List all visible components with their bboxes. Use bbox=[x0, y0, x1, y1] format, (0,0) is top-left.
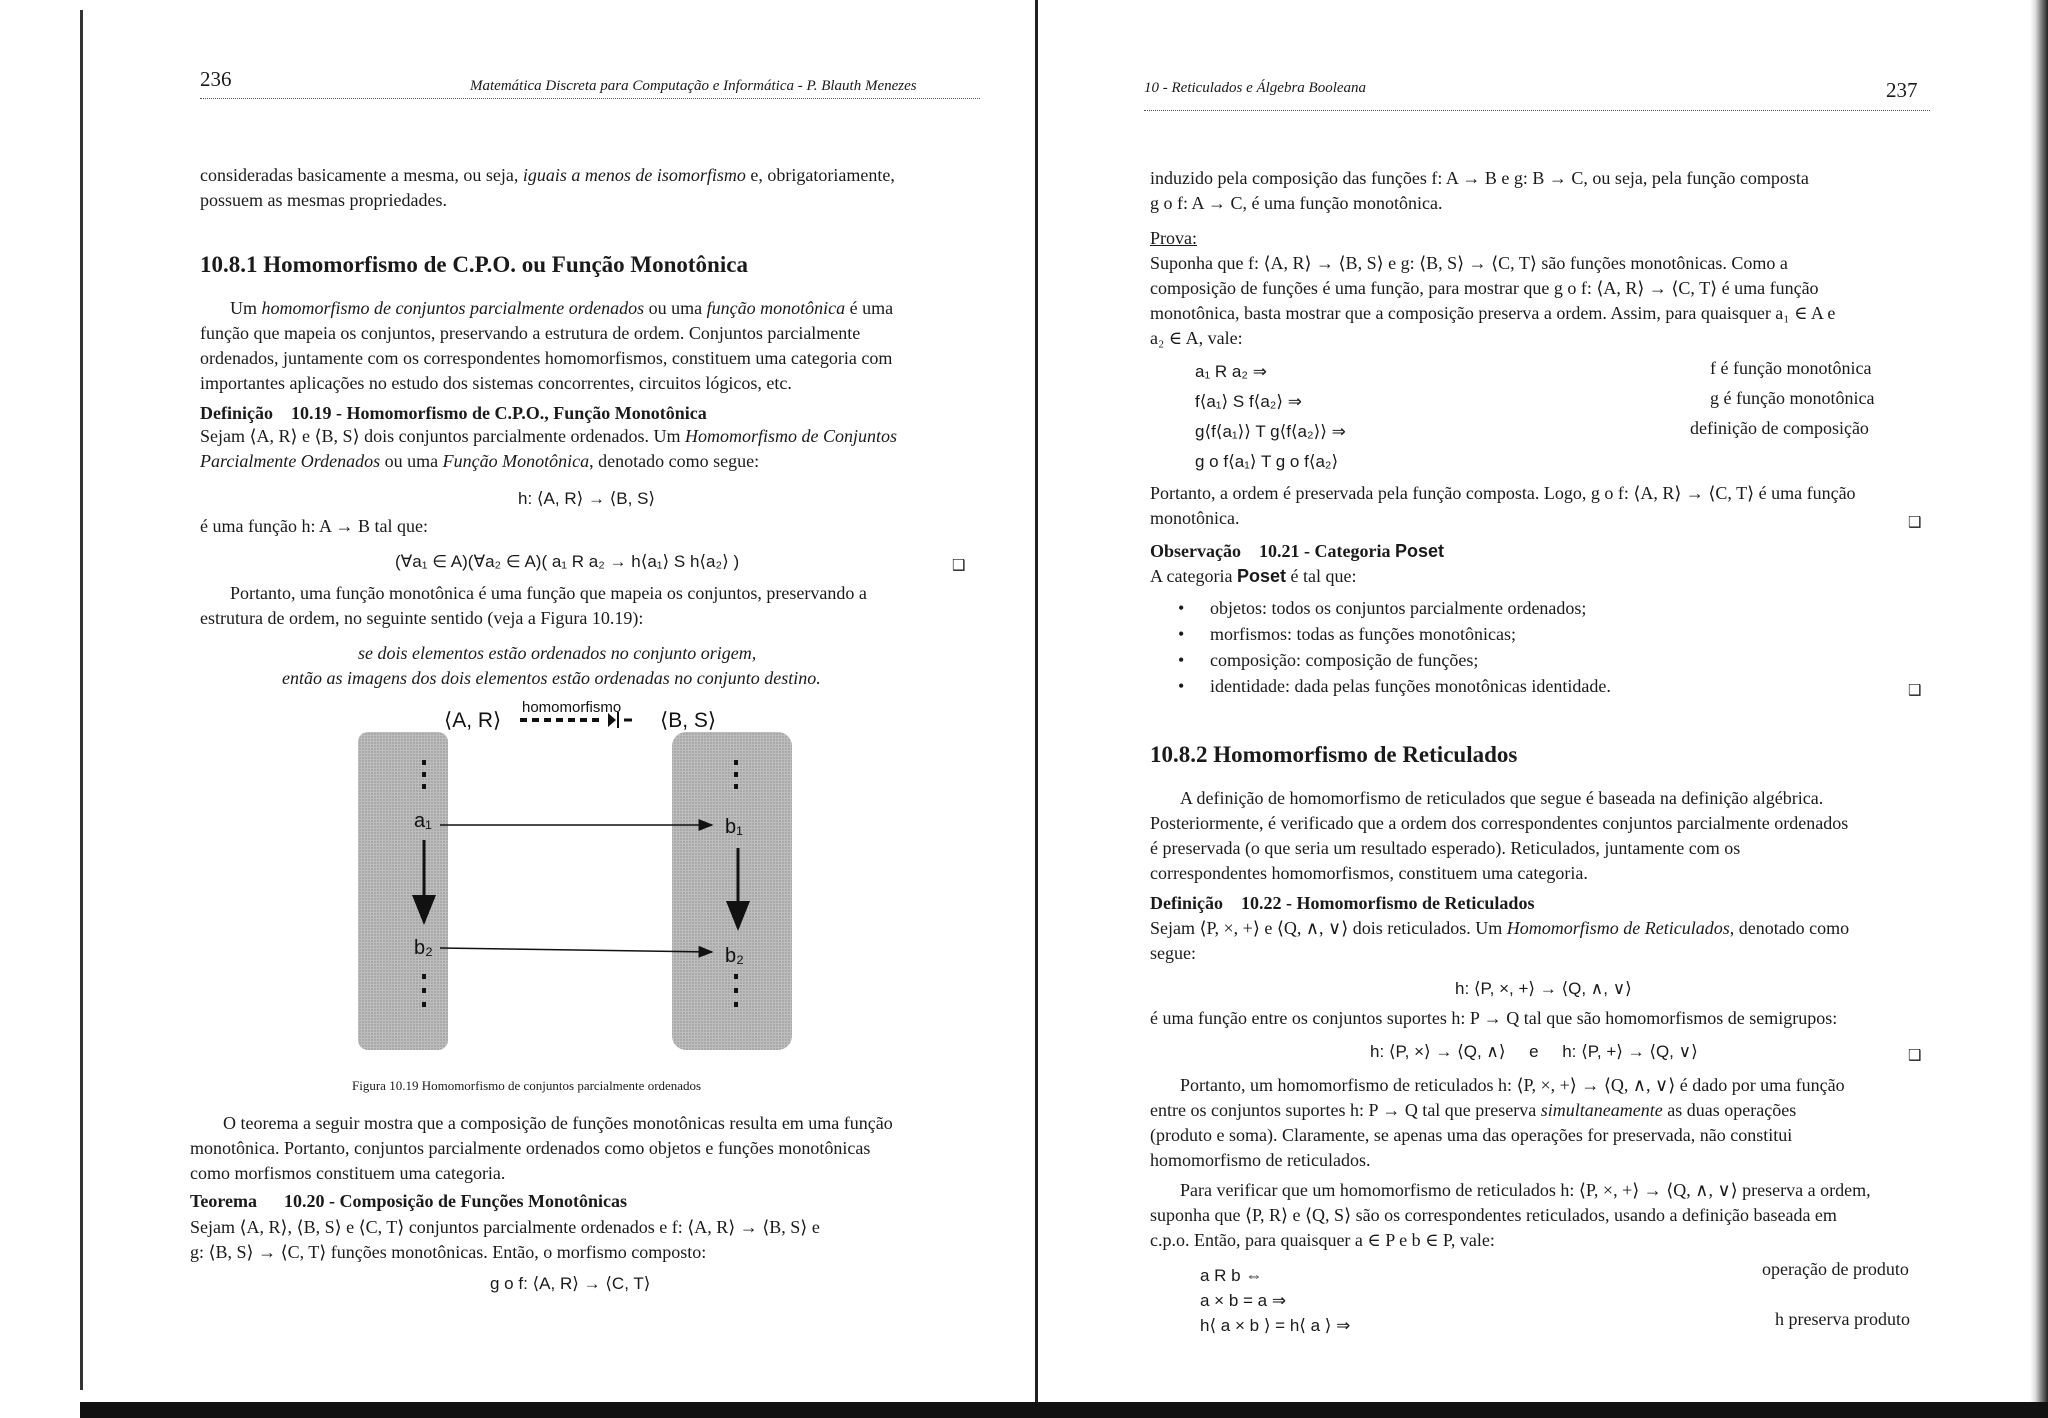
para1-line-1: Um homomorfismo de conjuntos parcialmente ordenados ou uma função monotônica é uma bbox=[230, 298, 894, 318]
figure-caption: Figura 10.19 Homomorfismo de conjuntos parcialmente ordenados bbox=[352, 1078, 702, 1093]
header-rule bbox=[200, 98, 980, 99]
cont-line-1: induzido pela composição das funções f: A → B e g: B → C, ou seja, pela função composta bbox=[1150, 168, 1809, 188]
source-set-region bbox=[358, 732, 448, 1050]
theorem-line-1: Sejam ⟨A, R⟩, ⟨B, S⟩ e ⟨C, T⟩ conjuntos parcialmente ordenados e f: ⟨A, R⟩ → ⟨B, S⟩ e bbox=[190, 1217, 820, 1237]
right-page bbox=[1050, 0, 2048, 1418]
proof-step-1: a₁ R a₂ ⇒ bbox=[1195, 362, 1267, 381]
para3-line-1: Para verificar que um homomorfismo de reticulados h: ⟨P, ×, +⟩ → ⟨Q, ∧, ∨⟩ preserva a ordem, bbox=[1180, 1180, 1871, 1200]
element-a1: a₁ bbox=[414, 810, 432, 832]
para2-line-2: estrutura de ordem, no seguinte sentido (veja a Figura 10.19): bbox=[200, 608, 644, 628]
observation-item-3: • composição: composição de funções; bbox=[1210, 647, 1478, 674]
page-number: 237 bbox=[1886, 78, 1918, 102]
para2-line-2: entre os conjuntos suportes h: P → Q tal que preserva simultaneamente as duas operações bbox=[1150, 1100, 1797, 1120]
para3-line-1: O teorema a seguir mostra que a composição de funções monotônicas resulta em uma função bbox=[223, 1113, 893, 1133]
para3-line-3: como morfismos constituem uma categoria. bbox=[190, 1163, 506, 1183]
para1-line-1: A definição de homomorfismo de reticulados que segue é baseada na definição algébrica. bbox=[1180, 788, 1824, 808]
proof-label: Prova: bbox=[1150, 228, 1197, 248]
definition-heading: Definição 10.19 - Homomorfismo de C.P.O., Função Monotônica bbox=[200, 403, 707, 423]
order-step-1: a R b ⇔ bbox=[1200, 1266, 1263, 1285]
para2-line-3: (produto e soma). Claramente, se apenas uma das operações for preservada, não constitui bbox=[1150, 1125, 1793, 1145]
def-line-2: Parcialmente Ordenados ou uma Função Monotônica, denotado como segue: bbox=[200, 451, 760, 471]
order-step-3: h⟨ a × b ⟩ = h⟨ a ⟩ ⇒ bbox=[1200, 1316, 1351, 1335]
def-line-1: Sejam ⟨P, ×, +⟩ e ⟨Q, ∧, ∨⟩ dois reticulados. Um Homomorfismo de Reticulados, denotado como bbox=[1150, 918, 1850, 938]
element-b1: b₁ bbox=[725, 816, 743, 838]
def-formula-2: (∀a₁ ∈ A)(∀a₂ ∈ A)( a₁ R a₂ → h⟨a₁⟩ S h⟨a₂⟩ ) bbox=[395, 552, 740, 571]
observation-intro: A categoria Poset é tal que: bbox=[1150, 566, 1357, 586]
running-title: 10 - Reticulados e Álgebra Booleana bbox=[1144, 80, 1367, 96]
def-line-2: segue: bbox=[1150, 943, 1196, 963]
end-of-observation-icon: ❑ bbox=[1908, 681, 1922, 699]
proof-line-3: monotônica, basta mostrar que a composição preserva a ordem. Assim, para quaisquer a₁ ∈ A e bbox=[1150, 303, 1836, 323]
proof-line-2: composição de funções é uma função, para mostrar que g o f: ⟨A, R⟩ → ⟨C, T⟩ é uma função bbox=[1150, 278, 1819, 298]
section-title: 10.8.2 Homomorfismo de Reticulados bbox=[1150, 742, 1518, 767]
header-rule bbox=[1144, 110, 1930, 111]
observation-item-1: • objetos: todos os conjuntos parcialmente ordenados; bbox=[1210, 595, 1586, 622]
end-of-definition-icon: ❑ bbox=[1908, 1046, 1922, 1064]
proof-reason-2: g é função monotônica bbox=[1710, 388, 1875, 408]
source-set-label: ⟨A, R⟩ bbox=[444, 709, 502, 732]
proof-step-2: f⟨a₁⟩ S f⟨a₂⟩ ⇒ bbox=[1195, 392, 1302, 411]
cont-line-2: g o f: A → C, é uma função monotônica. bbox=[1150, 193, 1443, 213]
def-formula-1: h: ⟨A, R⟩ → ⟨B, S⟩ bbox=[518, 489, 656, 508]
definition-heading: Definição 10.22 - Homomorfismo de Reticulados bbox=[1150, 893, 1535, 913]
proof-end-line-2: monotônica. bbox=[1150, 508, 1240, 528]
observation-heading: Observação 10.21 - Categoria Poset bbox=[1150, 541, 1444, 561]
target-set-label: ⟨B, S⟩ bbox=[660, 709, 717, 732]
para3-line-2: suponha que ⟨P, R⟩ e ⟨Q, S⟩ são os correspondentes reticulados, usando a definição baseada em bbox=[1150, 1205, 1837, 1225]
order-reason-1: operação de produto bbox=[1762, 1259, 1909, 1279]
para1-line-2: Posteriormente, é verificado que a ordem dos correspondentes conjuntos parcialmente ordenados bbox=[1150, 813, 1849, 833]
para1-line-3: ordenados, juntamente com os correspondentes homomorfismos, constituem uma categoria com bbox=[200, 348, 893, 368]
book-gutter bbox=[1035, 0, 1038, 1418]
target-set-region bbox=[672, 732, 792, 1050]
quote-line-1: se dois elementos estão ordenados no conjunto origem, bbox=[358, 643, 757, 663]
left-page bbox=[0, 0, 1020, 1418]
para1-line-4: correspondentes homomorfismos, constituem uma categoria. bbox=[1150, 863, 1588, 883]
para2-line-4: homomorfismo de reticulados. bbox=[1150, 1150, 1371, 1170]
section-title: 10.8.1 Homomorfismo de C.P.O. ou Função Monotônica bbox=[200, 252, 748, 277]
observation-item-4: • identidade: dada pelas funções monotônicas identidade. bbox=[1210, 673, 1611, 700]
end-of-definition-icon: ❑ bbox=[952, 556, 966, 574]
theorem-line-2: g: ⟨B, S⟩ → ⟨C, T⟩ funções monotônicas. Então, o morfismo composto: bbox=[190, 1242, 707, 1262]
running-title: Matemática Discreta para Computação e Informática - P. Blauth Menezes bbox=[470, 78, 917, 94]
observation-item-2: • morfismos: todas as funções monotônicas; bbox=[1210, 621, 1516, 648]
order-step-2: a × b = a ⇒ bbox=[1200, 1291, 1287, 1310]
proof-reason-3: definição de composição bbox=[1690, 418, 1869, 438]
para2-line-1: Portanto, um homomorfismo de reticulados h: ⟨P, ×, +⟩ → ⟨Q, ∧, ∨⟩ é dado por uma função bbox=[1180, 1075, 1845, 1095]
monotonic-function-figure bbox=[350, 700, 820, 1060]
page-number: 236 bbox=[200, 67, 232, 91]
end-of-proof-icon: ❑ bbox=[1908, 513, 1922, 531]
proof-end-line-1: Portanto, a ordem é preservada pela função composta. Logo, g o f: ⟨A, R⟩ → ⟨C, T⟩ é uma função bbox=[1150, 483, 1856, 503]
para3-line-2: monotônica. Portanto, conjuntos parcialmente ordenados como objetos e funções monotônicas bbox=[190, 1138, 871, 1158]
def-formula-2: h: ⟨P, ×⟩ → ⟨Q, ∧⟩ e h: ⟨P, +⟩ → ⟨Q, ∨⟩ bbox=[1370, 1042, 1698, 1061]
order-reason-3: h preserva produto bbox=[1775, 1309, 1910, 1329]
target-dots-bottom bbox=[734, 974, 738, 1007]
target-dots-top bbox=[734, 760, 738, 789]
proof-reason-1: f é função monotônica bbox=[1710, 358, 1872, 378]
para3-line-3: c.p.o. Então, para quaisquer a ∈ P e b ∈ P, vale: bbox=[1150, 1230, 1495, 1250]
homomorphism-label: homomorfismo bbox=[522, 700, 622, 716]
element-b2-source: b₂ bbox=[414, 937, 433, 959]
proof-line-4: a₂ ∈ A, vale: bbox=[1150, 328, 1243, 348]
para1-line-2: função que mapeia os conjuntos, preservando a estrutura de ordem. Conjuntos parcialmente bbox=[200, 323, 861, 343]
quote-line-2: então as imagens dos dois elementos estão ordenadas no conjunto destino. bbox=[282, 668, 821, 688]
theorem-formula: g o f: ⟨A, R⟩ → ⟨C, T⟩ bbox=[490, 1274, 651, 1293]
element-b2-target: b₂ bbox=[725, 945, 744, 967]
para1-line-3: é preservada (o que seria um resultado esperado). Reticulados, juntamente com os bbox=[1150, 838, 1741, 858]
source-dots-top bbox=[422, 760, 426, 789]
def-line-3: é uma função h: A → B tal que: bbox=[200, 516, 428, 536]
def-line-3: é uma função entre os conjuntos suportes h: P → Q tal que são homomorfismos de semigrupos: bbox=[1150, 1008, 1838, 1028]
para2-line-1: Portanto, uma função monotônica é uma função que mapeia os conjuntos, preservando a bbox=[230, 583, 867, 603]
theorem-heading: Teorema 10.20 - Composição de Funções Monotônicas bbox=[190, 1191, 627, 1211]
source-dots-bottom bbox=[422, 974, 426, 1007]
def-formula-1: h: ⟨P, ×, +⟩ → ⟨Q, ∧, ∨⟩ bbox=[1455, 979, 1632, 998]
proof-line-1: Suponha que f: ⟨A, R⟩ → ⟨B, S⟩ e g: ⟨B, S⟩ → ⟨C, T⟩ são funções monotônicas. Como a bbox=[1150, 253, 1788, 273]
map-a2-b2 bbox=[440, 948, 712, 952]
proof-step-4: g o f⟨a₁⟩ T g o f⟨a₂⟩ bbox=[1195, 452, 1339, 471]
intro-line-2: possuem as mesmas propriedades. bbox=[200, 190, 447, 210]
proof-step-3: g⟨f⟨a₁⟩⟩ T g⟨f⟨a₂⟩⟩ ⇒ bbox=[1195, 422, 1346, 441]
def-line-1: Sejam ⟨A, R⟩ e ⟨B, S⟩ dois conjuntos parcialmente ordenados. Um Homomorfismo de Conjuntos bbox=[200, 426, 898, 446]
intro-line-1: consideradas basicamente a mesma, ou seja, iguais a menos de isomorfismo e, obrigatoriamente, bbox=[200, 165, 895, 185]
para1-line-4: importantes aplicações no estudo dos sistemas concorrentes, circuitos lógicos, etc. bbox=[200, 373, 792, 393]
